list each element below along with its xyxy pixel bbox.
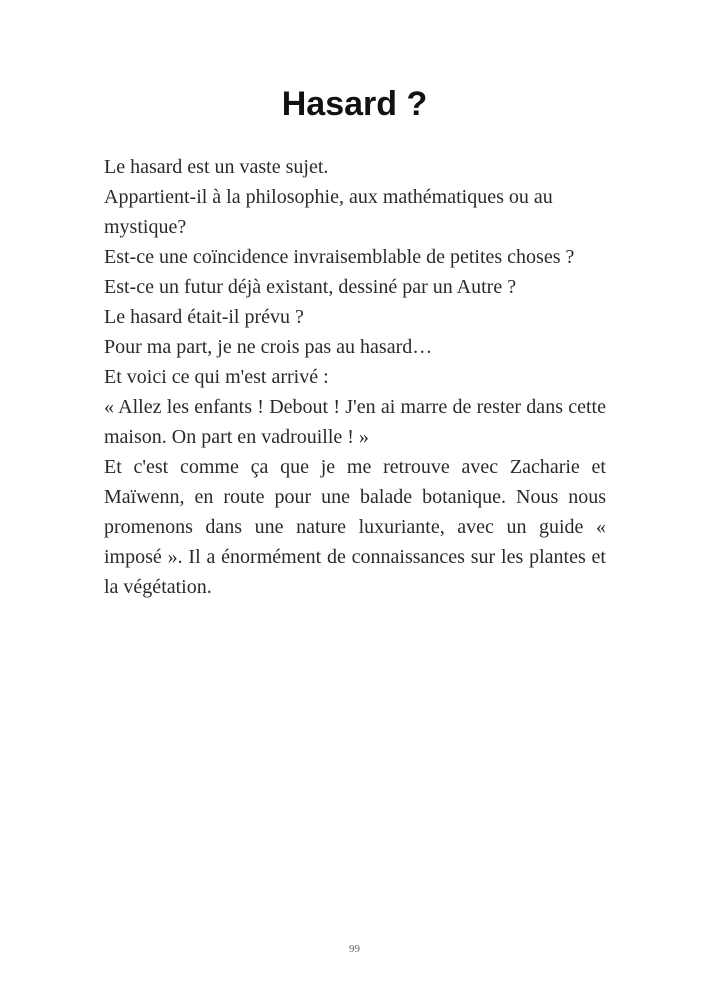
page-number: 99: [349, 943, 360, 955]
paragraph-6: Pour ma part, je ne crois pas au hasard…: [104, 336, 433, 358]
chapter-body: [104, 152, 606, 602]
paragraph-1: Le hasard est un vaste sujet.: [104, 156, 329, 178]
paragraph-5: Le hasard était-il prévu ?: [104, 306, 304, 328]
paragraph-4: Est-ce un futur déjà existant, dessiné par un Autre ?: [104, 276, 517, 298]
paragraph-3: Est-ce une coïncidence invraisemblable de petites choses ?: [104, 246, 575, 268]
paragraph-2: Appartient-il à la philosophie, aux mathématiques ou au mystique?: [104, 186, 553, 238]
paragraph-9: Et c'est comme ça que je me retrouve avec Zacharie et Maïwenn, en route pour une balade botanique. Nous nous promenons dans une nature luxuriante, avec un guide « imposé ». Il a énormément de connaissances sur les plantes et la végétation.: [104, 456, 606, 598]
chapter-title: Hasard ?: [281, 85, 428, 123]
paragraph-8: « Allez les enfants ! Debout ! J'en ai marre de rester dans cette maison. On part en vadrouille ! »: [104, 396, 606, 448]
paragraph-7: Et voici ce qui m'est arrivé :: [104, 366, 329, 388]
